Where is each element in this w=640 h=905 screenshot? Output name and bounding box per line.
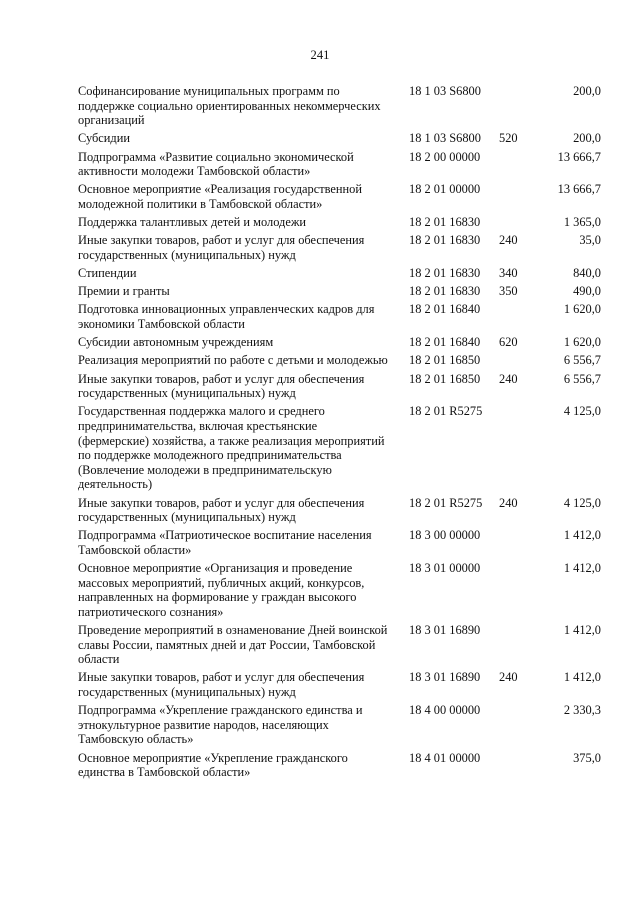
row-code: 18 4 01 00000	[409, 750, 481, 765]
row-type: 340	[499, 266, 518, 281]
row-amount: 1 365,0	[563, 215, 601, 230]
row-amount: 6 556,7	[563, 371, 601, 386]
table-row	[78, 404, 608, 492]
table-row	[78, 182, 608, 211]
row-name: Иные закупки товаров, работ и услуг для обеспечения государственных (муниципальных) нужд	[78, 495, 365, 525]
row-amount: 375,0	[573, 750, 601, 765]
table-row	[78, 751, 608, 780]
row-amount: 6 556,7	[563, 353, 601, 368]
row-type: 240	[499, 371, 518, 386]
table-row	[78, 233, 608, 262]
row-name: Субсидии автономным учреждениям	[78, 335, 274, 350]
row-name: Субсидии	[78, 131, 130, 146]
row-name: Основное мероприятие «Реализация государственной молодежной политики в Тамбовской области»	[78, 182, 362, 211]
row-type: 350	[499, 284, 518, 299]
row-name: Подпрограмма «Развитие социально экономической активности молодежи Тамбовской области»	[78, 149, 354, 179]
row-code: 18 1 03 S6800	[409, 131, 481, 146]
table-row	[78, 215, 608, 230]
row-amount: 4 125,0	[563, 495, 601, 510]
row-code: 18 2 01 16850	[409, 371, 481, 386]
row-name: Подпрограмма «Укрепление гражданского единства и этнокультурное развитие народов, населяющих Тамбовскую область»	[78, 703, 363, 747]
row-amount: 1 412,0	[563, 670, 601, 685]
row-code: 18 1 03 S6800	[409, 84, 481, 98]
table-row	[78, 670, 608, 699]
row-amount: 490,0	[573, 284, 601, 299]
row-code: 18 3 01 00000	[409, 561, 481, 576]
row-code: 18 4 00 00000	[409, 703, 481, 718]
row-code: 18 2 01 16830	[409, 284, 481, 299]
table-row	[78, 266, 608, 281]
row-name: Проведение мероприятий в ознаменование Дней воинской славы России, памятных дней и дат России, Тамбовской области	[78, 623, 388, 667]
row-name: Реализация мероприятий по работе с детьми и молодежью	[78, 353, 388, 368]
row-amount: 13 666,7	[557, 149, 601, 164]
row-name: Стипендии	[78, 266, 137, 281]
table-row	[78, 131, 608, 146]
row-amount: 1 412,0	[563, 561, 601, 576]
table-row	[78, 561, 608, 619]
row-name: Государственная поддержка малого и среднего предпринимательства, включая крестьянские (фермерские) хозяйства, а также реализация мероприятий по поддержке молодежного предпринимательства (Вовлечение молодежи в предпринимательскую деятельность)	[78, 404, 385, 492]
row-amount: 840,0	[573, 266, 601, 281]
row-code: 18 2 01 16840	[409, 335, 481, 350]
table-row	[78, 150, 608, 179]
budget-table	[78, 84, 608, 783]
row-amount: 1 412,0	[563, 528, 601, 543]
row-code: 18 3 00 00000	[409, 528, 481, 543]
row-code: 18 2 01 R5275	[409, 404, 483, 419]
row-code: 18 2 01 16830	[409, 215, 481, 230]
row-type: 620	[499, 335, 518, 350]
table-row	[78, 703, 608, 747]
row-code: 18 2 01 00000	[409, 182, 481, 197]
row-amount: 1 620,0	[563, 302, 601, 317]
row-code: 18 3 01 16890	[409, 623, 481, 638]
row-name: Софинансирование муниципальных программ по поддержке социально ориентированных некоммерческих организаций	[78, 84, 381, 128]
table-row	[78, 372, 608, 401]
row-amount: 4 125,0	[563, 404, 601, 419]
row-name: Основное мероприятие «Укрепление гражданского единства в Тамбовской области»	[78, 750, 348, 780]
row-amount: 200,0	[573, 84, 601, 98]
table-row	[78, 284, 608, 299]
row-type: 520	[499, 131, 518, 146]
row-name: Подготовка инновационных управленческих кадров для экономики Тамбовской области	[78, 302, 375, 332]
row-code: 18 2 01 R5275	[409, 495, 483, 510]
row-name: Иные закупки товаров, работ и услуг для обеспечения государственных (муниципальных) нужд	[78, 670, 365, 700]
row-code: 18 2 01 16830	[409, 266, 481, 281]
table-row	[78, 528, 608, 557]
row-amount: 13 666,7	[557, 182, 601, 197]
row-amount: 35,0	[579, 233, 601, 248]
row-type: 240	[499, 495, 518, 510]
row-name: Премии и гранты	[78, 284, 170, 299]
row-code: 18 2 01 16830	[409, 233, 481, 248]
table-row	[78, 496, 608, 525]
row-code: 18 2 01 16840	[409, 302, 481, 317]
row-amount: 2 330,3	[563, 703, 601, 718]
row-type: 240	[499, 233, 518, 248]
table-row	[78, 623, 608, 667]
table-row	[78, 302, 608, 331]
row-name: Иные закупки товаров, работ и услуг для обеспечения государственных (муниципальных) нужд	[78, 371, 365, 401]
row-name: Поддержка талантливых детей и молодежи	[78, 215, 307, 230]
table-row	[78, 335, 608, 350]
row-amount: 1 412,0	[563, 623, 601, 638]
row-code: 18 3 01 16890	[409, 670, 481, 685]
row-name: Иные закупки товаров, работ и услуг для обеспечения государственных (муниципальных) нужд	[78, 233, 365, 262]
table-row	[78, 84, 608, 128]
row-name: Подпрограмма «Патриотическое воспитание населения Тамбовской области»	[78, 528, 372, 557]
row-amount: 1 620,0	[563, 335, 601, 350]
page-number: 241	[310, 48, 330, 62]
row-code: 18 2 01 16850	[409, 353, 481, 368]
row-type: 240	[499, 670, 518, 685]
table-row	[78, 353, 608, 368]
row-code: 18 2 00 00000	[409, 149, 481, 164]
row-name: Основное мероприятие «Организация и проведение массовых мероприятий, публичных акций, конкурсов, направленных на формирование у граждан высокого патриотического сознания»	[78, 561, 365, 619]
row-amount: 200,0	[573, 131, 601, 146]
